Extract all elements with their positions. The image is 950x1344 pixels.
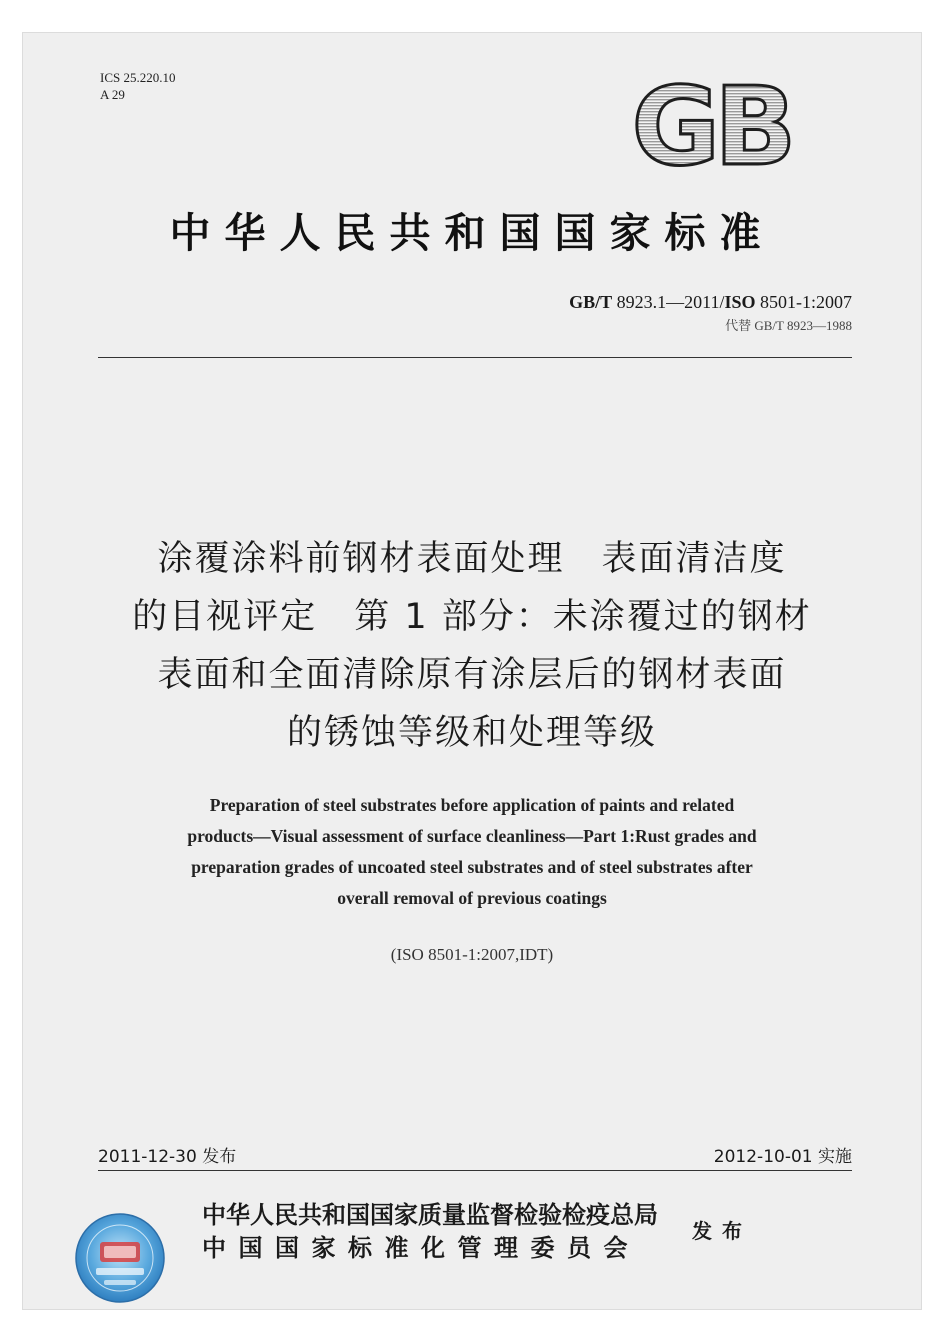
footer-divider [98, 1170, 852, 1171]
gb-logo-text: GB [631, 78, 791, 172]
replaces-standard: 代替 GB/T 8923—1988 [725, 318, 852, 333]
iso-equivalence: (ISO 8501-1:2007,IDT) [390, 945, 554, 964]
publish-label: 发布 [692, 1219, 752, 1243]
header-divider [98, 357, 852, 358]
std-prefix: GB/T [569, 292, 613, 312]
title-cn-line: 涂覆涂料前钢材表面处理 表面清洁度 [157, 539, 787, 579]
document-title-chinese [62, 530, 882, 762]
title-en-line: products—Visual assessment of surface cleanliness—Part 1:Rust grades and [187, 826, 757, 846]
title-cn-line: 表面和全面清除原有涂层后的钢材表面 [157, 655, 787, 695]
document-title-english [92, 790, 852, 914]
gb-logo [618, 78, 804, 172]
standard-number-block [569, 292, 852, 334]
title-cn-line: 的目视评定 第 1 部分：未涂覆过的钢材 [132, 597, 812, 637]
iso-prefix: ISO [724, 292, 756, 312]
ics-code: ICS 25.220.10 [100, 70, 176, 85]
effective-date: 2012-10-01 实施 [713, 1147, 852, 1167]
standard-number [569, 292, 852, 313]
ccs-code: A 29 [100, 87, 125, 102]
iso-number: 8501-1:2007 [760, 292, 852, 312]
title-en-line: preparation grades of uncoated steel substrates and of steel substrates after [191, 857, 753, 877]
title-cn-line: 的锈蚀等级和处理等级 [286, 713, 657, 753]
anti-counterfeit-seal-icon [74, 1212, 166, 1304]
issuer-aqsiq: 中华人民共和国国家质量监督检验检疫总局 [202, 1200, 658, 1229]
issuer-sac: 中国国家标准化管理委员会 [202, 1233, 640, 1262]
ics-classification [100, 69, 175, 103]
national-standard-title: 中华人民共和国国家标准 [169, 209, 775, 257]
std-number: 8923.1—2011/ [616, 292, 725, 312]
issuing-authorities [202, 1198, 658, 1264]
title-en-line: Preparation of steel substrates before application of paints and related [209, 795, 735, 815]
title-en-line: overall removal of previous coatings [337, 888, 607, 908]
issue-date: 2011-12-30 发布 [98, 1147, 237, 1167]
document-cover [22, 32, 922, 1310]
